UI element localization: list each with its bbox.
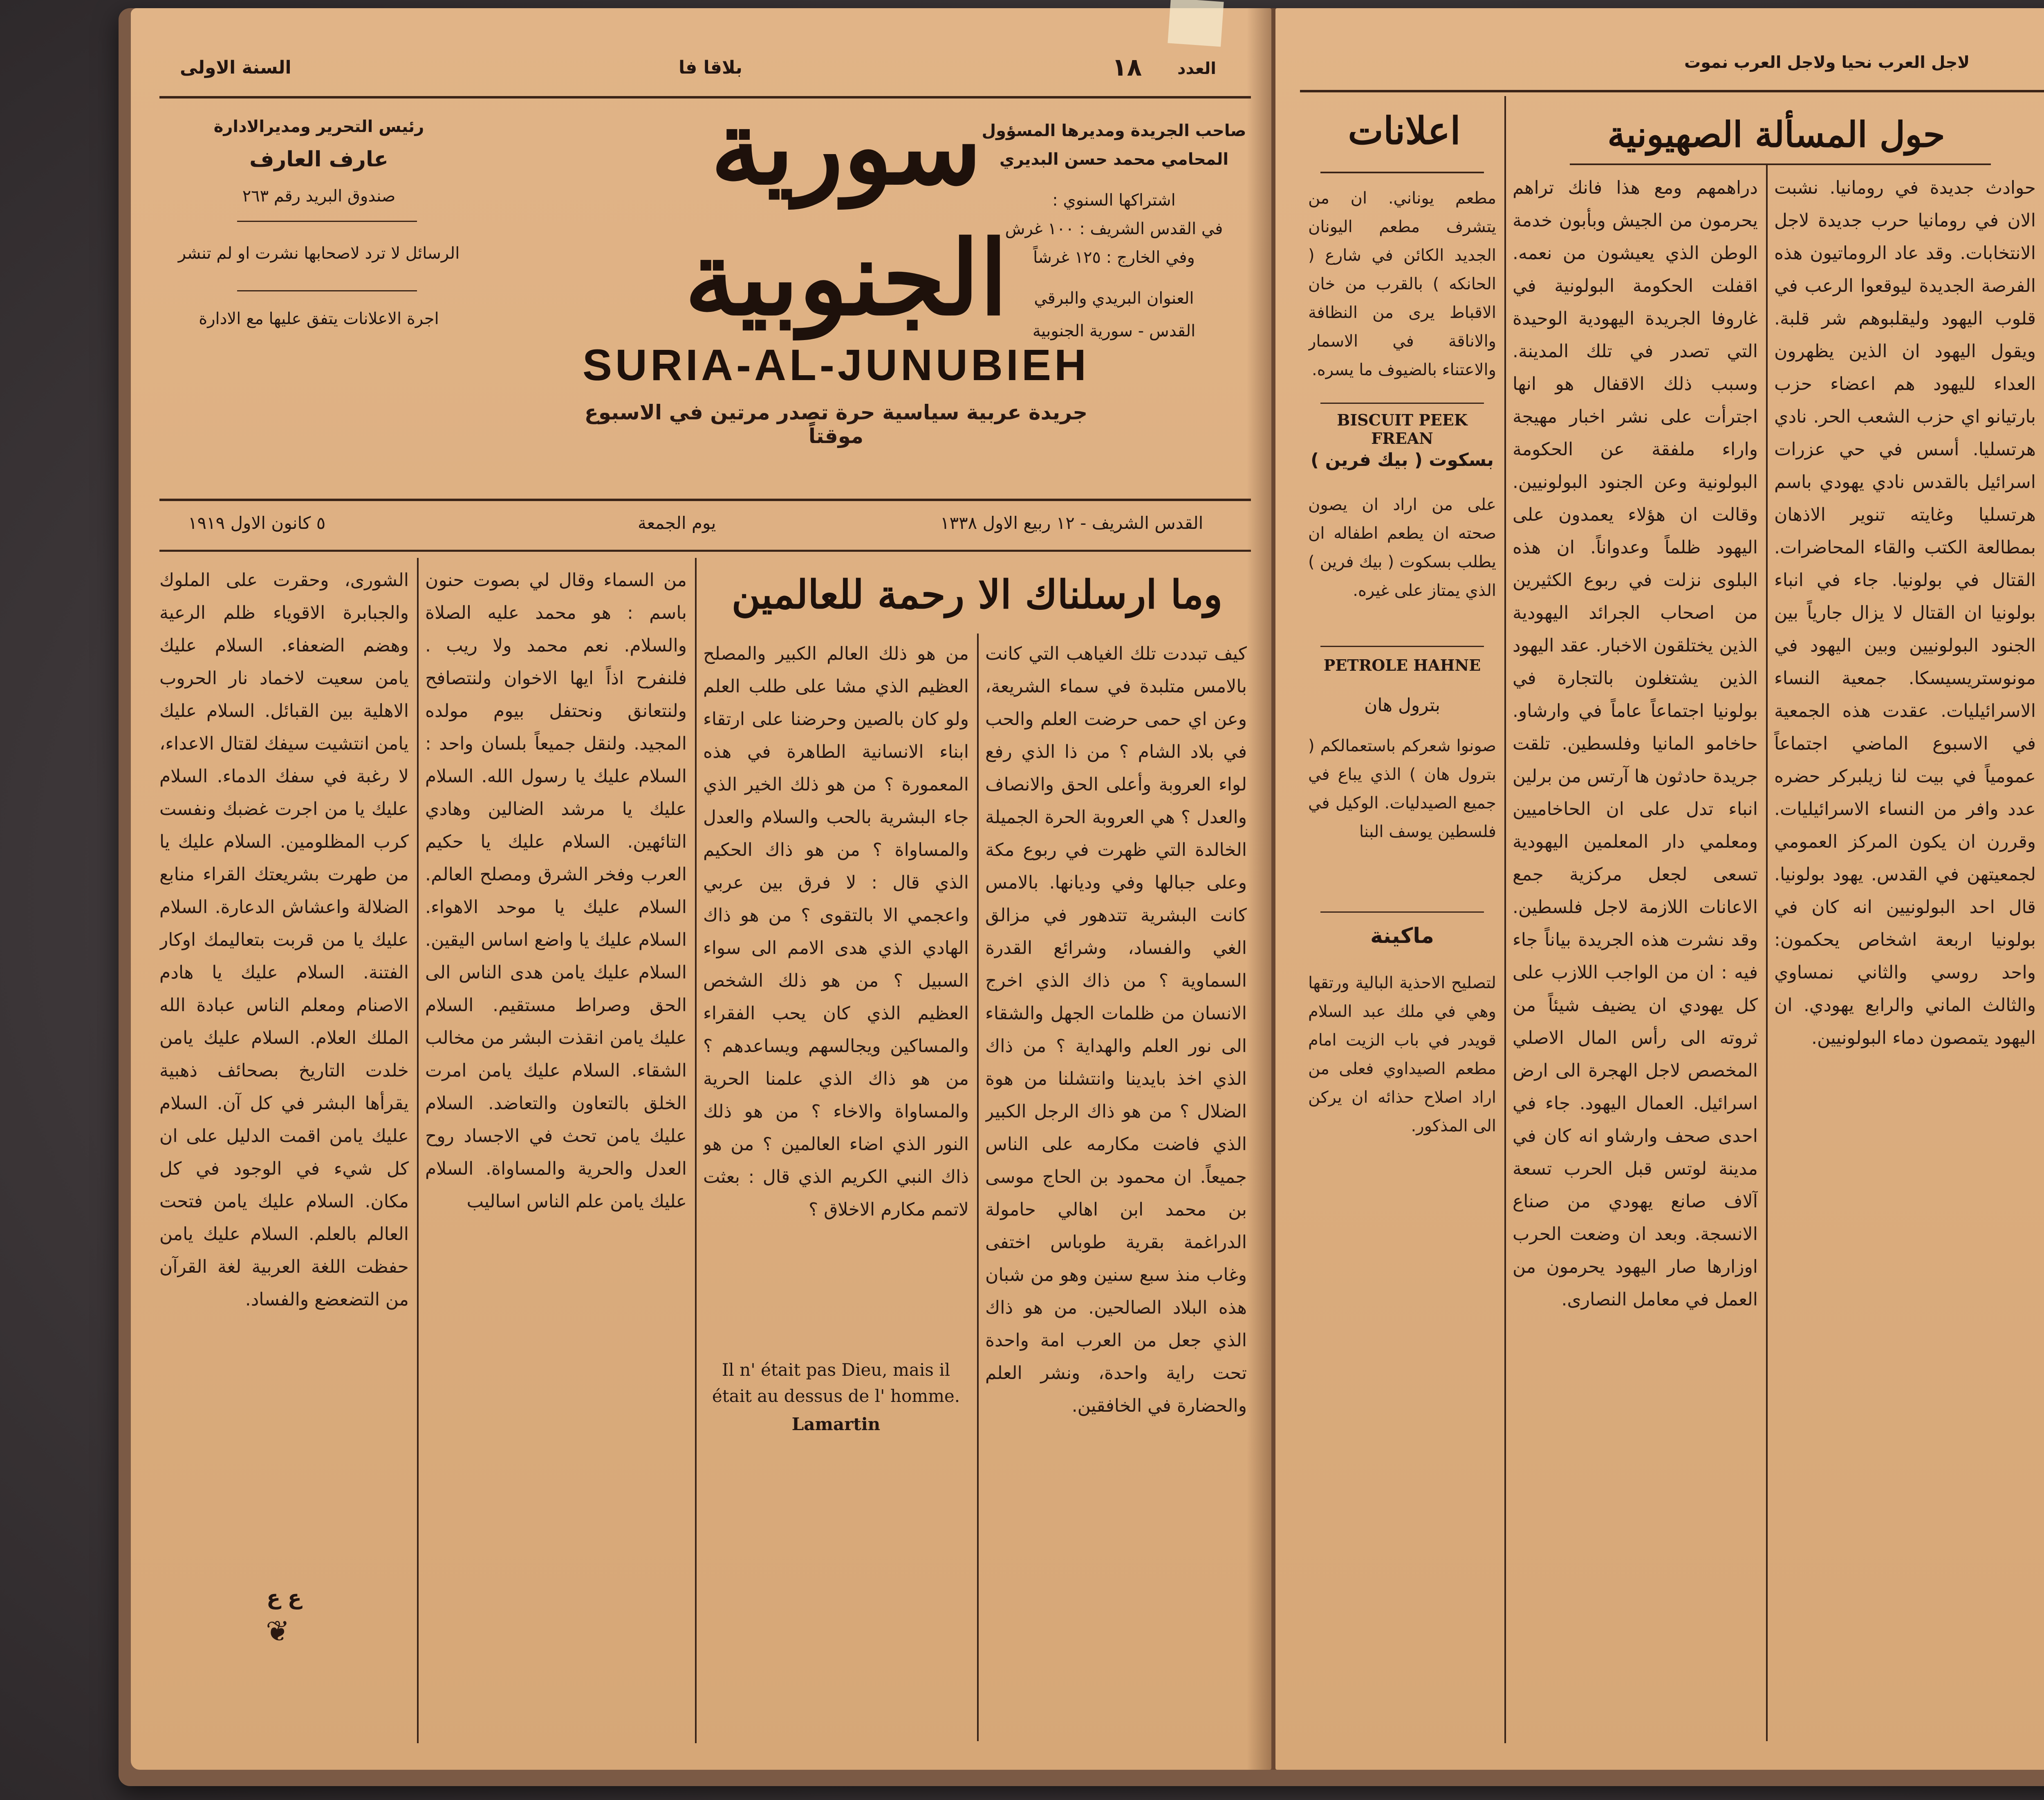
column-rule <box>977 634 979 1741</box>
editor-divider-2 <box>237 290 417 291</box>
biscuit-arabic: بسكوت ( بيك فرين ) <box>1311 450 1494 470</box>
hijri-date: القدس الشريف - ١٢ ربيع الاول ١٣٣٨ <box>940 513 1204 533</box>
gregorian-date: ٥ كانون الاول ١٩١٩ <box>188 513 326 533</box>
ads-rule <box>1320 403 1484 404</box>
petrole-latin: PETROLE HAHNE <box>1323 656 1481 674</box>
article-signature: ع ع <box>267 1586 302 1610</box>
editor-divider <box>237 221 417 222</box>
dateline-rule-top <box>159 499 1251 501</box>
column-rule <box>1504 96 1506 1743</box>
ads-header: اعلانات <box>1348 109 1461 153</box>
editor-name: عارف العارف <box>249 147 389 172</box>
headline-rule <box>1570 163 1991 165</box>
lamartine-name: Lamartin <box>791 1414 881 1434</box>
lamartine-quote: Il n' était pas Dieu, mais il était au dessus de l' homme. <box>712 1360 960 1406</box>
lead-headline: وما ارسلناك الا رحمة للعالمين <box>731 571 1223 618</box>
column-rule <box>1766 163 1768 1741</box>
price-label: بلاقا فا <box>679 57 742 78</box>
ads-rule <box>1320 172 1484 173</box>
year-label: السنة الاولى <box>180 57 291 78</box>
masthead-arabic: سورية الجنوبية <box>684 87 1008 338</box>
owner-line-1: صاحب الجريدة ومديرها المسؤول <box>982 121 1246 140</box>
editor-po-box: صندوق البريد رقم ٢٦٣ <box>242 187 396 206</box>
machine-ad: لتصليح الاحذية البالية ورتقها وهي في ملك عبد السلام قويدر في باب الزيت امام مطعم الصيداوي فعلى من اراد اصلاح حذائه ان يركن الى المذكور. <box>1308 974 1496 1135</box>
weekday: يوم الجمعة <box>638 513 716 533</box>
article-column-2: من هو ذلك العالم الكبير والمصلح العظيم الذي مشا على طلب العلم ولو كان بالصين وحرضنا على ارتقاء ابناء الانسانية الطاهرة في هذه المعمورة ؟ من هو ذلك الخير الذي جاء البشرية بالحب والسلام والعدل والمساواة ؟ من هو ذاك الحكيم الذي قال : لا فرق بين عربي واعجمي الا بالتقوى ؟ من هو ذاك الهادي الذي هدى الامم الى سواء السبيل ؟ من هو ذلك الشخص العظيم الذي كان يحب الفقراء والمساكين ويجالسهم ويساعدهم ؟ من هو ذاك الذي علمنا الحرية والمساواة والاخاء ؟ من هو ذلك النور الذي اضاء العالمين ؟ من هو ذاك النبي الكريم الذي قال : بعثت لاتمم مكارم الاخلاق ؟ <box>703 643 969 1220</box>
owner-name: المحامي محمد حسن البديري <box>999 150 1229 169</box>
article-column-4: الشورى، وحقرت على الملوك والجبابرة الاقوياء ظلم الرعية وهضم الضعفاء. السلام عليك يامن سعيت لاخماد نار الحروب الاهلية بين القبائل. السلام عليك يامن انتشيت سيفك لقتال الاعداء، لا رغبة في سفك الدماء. السلام عليك يا من اجرت غضبك ونفست كرب المظلومين. السلام عليك يا من طهرت بشريعتك القراء منابع الضلالة واعشاش الدعارة. السلام عليك يا من قربت بتعاليمك اوكار الفتنة. السلام عليك يا هادم الاصنام ومعلم الناس عبادة الله الملك العلام. السلام عليك يامن خلدت التاريخ بصحائف ذهبية يقرأها البشر في كل آن. السلام عليك يامن اقمت الدليل على ان كل شيء في الوجود في كل مكان. السلام عليك يامن فتحت العالم بالعلم. السلام عليك يامن حفظت اللغة العربية لغة القرآن من التضعضع والفساد. <box>159 570 409 1310</box>
news-column-1: دراهمهم ومع هذا فانك تراهم يحرمون من الجيش وبأبون خدمة الوطن الذي يعيشون من نعمه. اقفلت الحكومة البولونية في غاروفا الجريدة اليهودية الوحيدة التي تصدر في تلك المدينة. وسبب ذلك الاقفال هو انها اجترأت على نشر اخبار مهيجة واراء ملفقة عن الحكومة البولونية وعن الجنود البولونيين. وقالت ان هؤلاء يعمدون على اليهود ظلماً وعدواناً. ان هذه البلوى نزلت في ربوع الكثيرين من اصحاب الجرائد اليهودية الذين يختلقون الاخبار. عقد اليهود الذين يشتغلون بالتجارة في بولونيا اجتماعاً عاماً في وارشاو. حاخامو المانيا وفلسطين. تلقت جريدة حادثون ها آرتس من برلين انباء تدل على ان الحاخاميين ومعلمي دار المعلمين اليهودية تسعى لجعل مركزية جمع الاعانات اللازمة لاجل فلسطين. وقد نشرت هذه الجريدة بياناً جاء فيه : ان من الواجب اللازب على كل يهودي ان يضيف شيئاً من ثروته الى رأس المال الاصلي المخصص لاجل الهجرة الى ارض اسرائيل. العمال اليهود. جاء في احدى صحف وارشاو انه كان في مدينة لوتس قبل الحرب تسعة آلاف صانع يهودي من صناع الانسجة. وبعد ان وضعت الحرب اوزارها صار اليهود يحرمون من العمل في معامل النصارى. <box>1513 177 1758 1310</box>
right-page <box>1275 8 2044 1770</box>
address-label: العنوان البريدي والبرقي <box>1034 289 1194 308</box>
biscuit-ad: على من اراد ان يصون صحته ان يطعم اطفاله ان يطلب بسكوت ( بيك فرين ) الذي يمتاز على غيره. <box>1308 495 1496 600</box>
ads-rule <box>1320 646 1484 647</box>
restaurant-ad: مطعم يوناني. ان من يتشرف مطعم اليونان الجديد الكائن في شارع ( الحانكه ) بالقرب من خان الاقباط يرى من النظافة والاناقة في الاسمار والاعتناء بالضيوف ما يسره. <box>1308 189 1496 379</box>
article-column-1: كيف تبددت تلك الغياهب التي كانت بالامس متلبدة في سماء الشريعة، وعن اي حمى حرضت العلم والحب في بلاد الشام ؟ من ذا الذي رفع لواء العروبة وأعلى الحق والانصاف والعدل ؟ هي العروبة الحرة الجميلة الخالدة التي ظهرت في ربوع مكة وعلى جبالها وفي وديانها. بالامس كانت البشرية تتدهور في مزالق الغي والفساد، وشرائع القدرة السماوية ؟ من ذاك الذي اخرج الانسان من ظلمات الجهل والشقاء الى نور العلم والهداية ؟ من ذاك الذي اخذ بايدينا وانتشلنا من هوة الضلال ؟ من هو ذاك الرجل الكبير الذي فاضت مكارمه على الناس جميعاً. ان محمود بن الحاج موسى بن محمد ابن اهالي حامولة الدراغمة بقرية طوباس اختفى وغاب منذ سبع سنين وهو من شبان هذه البلاد الصالحين. من هو ذاك الذي جعل من العرب امة واحدة تحت راية واحدة، ونشر العلم والحضارة في الخافقين. <box>985 643 1247 1416</box>
ads-rule <box>1320 911 1484 913</box>
editor-line-1: رئيس التحرير ومديرالادارة <box>213 117 424 136</box>
left-page <box>131 8 1271 1770</box>
motto: لاجل العرب نحيا ولاجل العرب نموت <box>1684 53 1970 72</box>
repair-tape <box>1168 0 1224 47</box>
subscription-label: اشتراكها السنوي : <box>1052 191 1176 210</box>
petrole-ad: صونوا شعركم باستعمالكم ( بترول هان ) الذي يباع في جميع الصيدليات. الوكيل في فلسطين يوسف البنا <box>1308 737 1496 841</box>
dateline-rule-bottom <box>159 550 1251 552</box>
masthead-subtitle: جريدة عربية سياسية حرة تصدر مرتين في الاسبوع موقتاً <box>584 401 1088 448</box>
petrole-arabic: بترول هان <box>1364 695 1440 716</box>
top-rule <box>1300 90 2044 92</box>
subscription-abroad: وفي الخارج : ١٢٥ غرشاً <box>1033 248 1195 267</box>
zionism-headline: حول المسألة الصهيونية <box>1607 114 1945 155</box>
machine-title: ماكينة <box>1370 924 1434 948</box>
editor-ads-note: اجرة الاعلانات يتفق عليها مع الادارة <box>199 309 439 328</box>
news-column-2: حوادث جديدة في رومانيا. نشبت الان في رومانيا حرب جديدة لاجل الانتخابات. وقد عاد الروماتيون هذه الفرصة الجديدة ليوقعوا الرعب في قلوب اليهود وليقلبوهم شر قلبة. ويقول اليهود ان الذين يظهرون العداء لليهود هم اعضاء حزب بارتيانو اي حزب الشعب الحر. نادي هرتسليا. أسس في حي عزرات اسرائيل بالقدس نادي يهودي باسم هرتسليا وغايته تنوير الاذهان بمطالعة الكتب والقاء المحاضرات. القتال في بولونيا. جاء في انباء بولونيا ان القتال لا يزال جارياً بين الجنود البولونيين وبين اليهود في مونوستريسيسكا. جمعية النساء الاسرائيليات. عقدت هذه الجمعية في الاسبوع الماضي اجتماعاً عمومياً في بيت لنا زيلبركر حضره عدد وافر من النساء الاسرائيليات. وقررن ان يكون المركز العمومي لجمعيتهن في القدس. يهود بولونيا. قال احد البولونيين انه كان في بولونيا اربعة اشخاص يحكمون: واحد روسي والثاني نمساوي والثالث الماني والرابع يهودي. ان اليهود يتمصون دماء البولونيين. <box>1774 177 2036 1048</box>
address-value: القدس - سورية الجنوبية <box>1032 322 1196 340</box>
issue-label: العدد <box>1177 59 1216 78</box>
issue-number: ١٨ <box>1112 53 1142 82</box>
masthead-latin: SURIA-AL-JUNUBIEH <box>583 340 1089 390</box>
ornament-icon: ❦ <box>266 1614 290 1648</box>
biscuit-latin: BISCUIT PEEK FREAN <box>1337 411 1468 448</box>
subscription-local: في القدس الشريف : ١٠٠ غرش <box>1005 219 1223 238</box>
column-rule <box>695 558 697 1743</box>
column-rule <box>417 558 419 1743</box>
article-column-3: من السماء وقال لي بصوت حنون باسم : هو محمد عليه الصلاة والسلام. نعم محمد ولا ريب . فلنفرح اذاً ايها الاخوان ولنتصافح ولنتعانق ونحتفل بيوم مولده المجيد. ولنقل جميعاً بلسان واحد : السلام عليك يا رسول الله. السلام عليك يا مرشد الضالين وهادي التائهين. السلام عليك يا حكيم العرب وفخر الشرق ومصلح العالم. السلام عليك يا موحد الاهواء. السلام عليك يا واضع اساس اليقين. السلام عليك يامن هدى الناس الى الحق وصراط مستقيم. السلام عليك يامن انقذت البشر من مخالب الشقاء. السلام عليك يامن امرت الخلق بالتعاون والتعاضد. السلام عليك يامن تحث في الاجساد روح العدل والحرية والمساواة. السلام عليك يامن علم الناس اساليب <box>425 570 687 1212</box>
editor-letters-note: الرسائل لا ترد لاصحابها نشرت او لم تنشر <box>178 244 460 263</box>
